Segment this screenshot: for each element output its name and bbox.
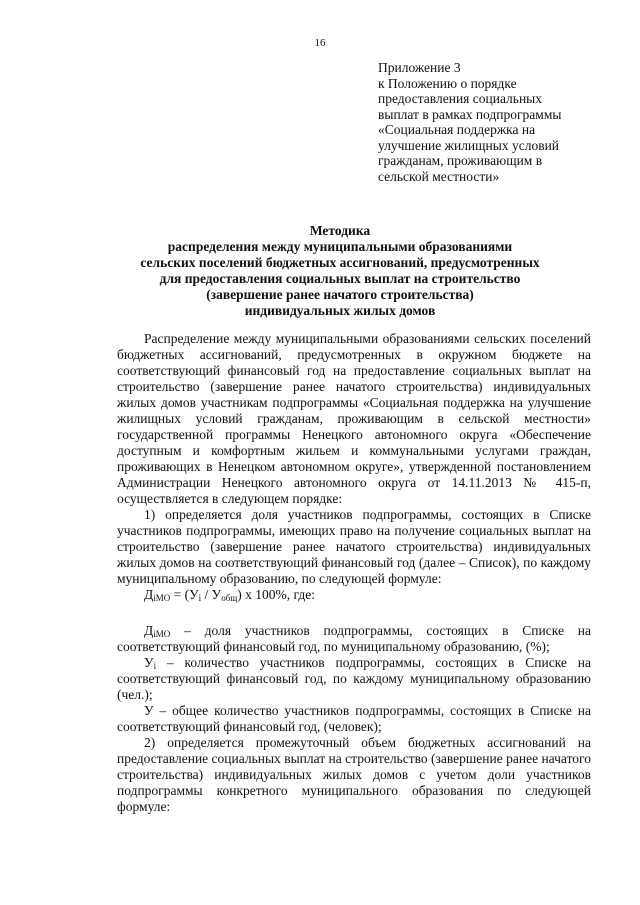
appendix-line: «Социальная поддержка на: [378, 122, 536, 137]
definition-symbol: У: [144, 655, 154, 670]
appendix-line: выплат в рамках подпрограммы: [378, 106, 562, 122]
step-1-paragraph: 1) определяется доля участников подпрограммы, состоящих в Списке участников подпрограммы, имеющих право на получение социальных выплат на строительство (завершение ранее начатого строительства) индивидуальных жилых домов на соответствующий финансовый год (далее – Список), по каждому муниципальному образованию, по следующей формуле:: [117, 507, 591, 586]
title-line: Методика: [309, 223, 371, 238]
appendix-line: к Положению о порядке: [378, 75, 517, 91]
formula-lhs-subscript: iМО: [153, 593, 171, 603]
definition-subscript: iМО: [153, 629, 171, 639]
definition-subscript: i: [153, 661, 157, 671]
definition-paragraph: [117, 703, 591, 735]
definition-paragraph: [117, 623, 591, 655]
title-line: для предоставления социальных выплат на строительство: [159, 271, 521, 286]
formula-rhs: ) х 100%, где:: [237, 587, 315, 602]
definition-text: – количество участников подпрограммы, состоящих в Списке на соответствующий финансовый год, по каждому муниципальному образованию (чел.);: [117, 655, 591, 702]
title-line: распределения между муниципальными образованиями: [167, 239, 513, 254]
formula-div: / У: [201, 587, 222, 602]
definition-symbol: У: [144, 703, 154, 718]
title-line: (завершение ранее начатого строительства): [206, 287, 474, 302]
appendix-line: гражданам, проживающим в: [378, 153, 543, 168]
share-formula: [144, 587, 591, 603]
page-number: 16: [314, 37, 326, 49]
appendix-line: сельской местности»: [378, 168, 500, 184]
appendix-line: предоставления социальных: [378, 91, 542, 106]
document-title: [60, 223, 620, 319]
definition-text: – доля участников подпрограммы, состоящих в Списке на соответствующий финансовый год, по муниципальному образованию, (%);: [117, 623, 591, 654]
definition-paragraph: [117, 655, 591, 703]
definition-text: – общее количество участников подпрограммы, состоящих в Списке на соответствующий финансовый год, (человек);: [117, 703, 591, 734]
formula-den-subscript: общ: [221, 593, 238, 603]
title-line: сельских поселений бюджетных ассигнований, предусмотренных: [140, 255, 540, 270]
title-line: индивидуальных жилых домов: [244, 303, 436, 318]
formula-eq: = (У: [170, 587, 199, 602]
formula-num-subscript: i: [198, 593, 202, 603]
appendix-line: улучшение жилищных условий: [378, 137, 560, 153]
definition-symbol: Д: [144, 623, 154, 638]
formula-lhs: Д: [144, 587, 154, 602]
document-body: [117, 331, 591, 815]
appendix-line: Приложение 3: [378, 60, 461, 75]
appendix-reference: [378, 60, 618, 184]
intro-paragraph: Распределение между муниципальными образованиями сельских поселений бюджетных ассигнований, предусмотренных в окружном бюджете на соответствующий финансовый год на предоставление социальных выплат на строительство (завершение ранее начатого строительства) индивидуальных жилых домов участникам подпрограммы «Социальная поддержка на улучшение жилищных условий гражданам, проживающим в сельской местности» государственной программы Ненецкого автономного округа «Обеспечение доступным и комфортным жильем и коммунальными услугами граждан, проживающих в Ненецком автономном округе», утвержденной постановлением Администрации Ненецкого автономного округа от 14.11.2013 № 415-п, осуществляется в следующем порядке:: [117, 331, 591, 506]
step-2-paragraph: 2) определяется промежуточный объем бюджетных ассигнований на предоставление социальных выплат на строительство (завершение ранее начатого строительства) индивидуальных жилых домов с учетом доли участников подпрограммы конкретного муниципального образования по следующей формуле:: [117, 735, 591, 814]
